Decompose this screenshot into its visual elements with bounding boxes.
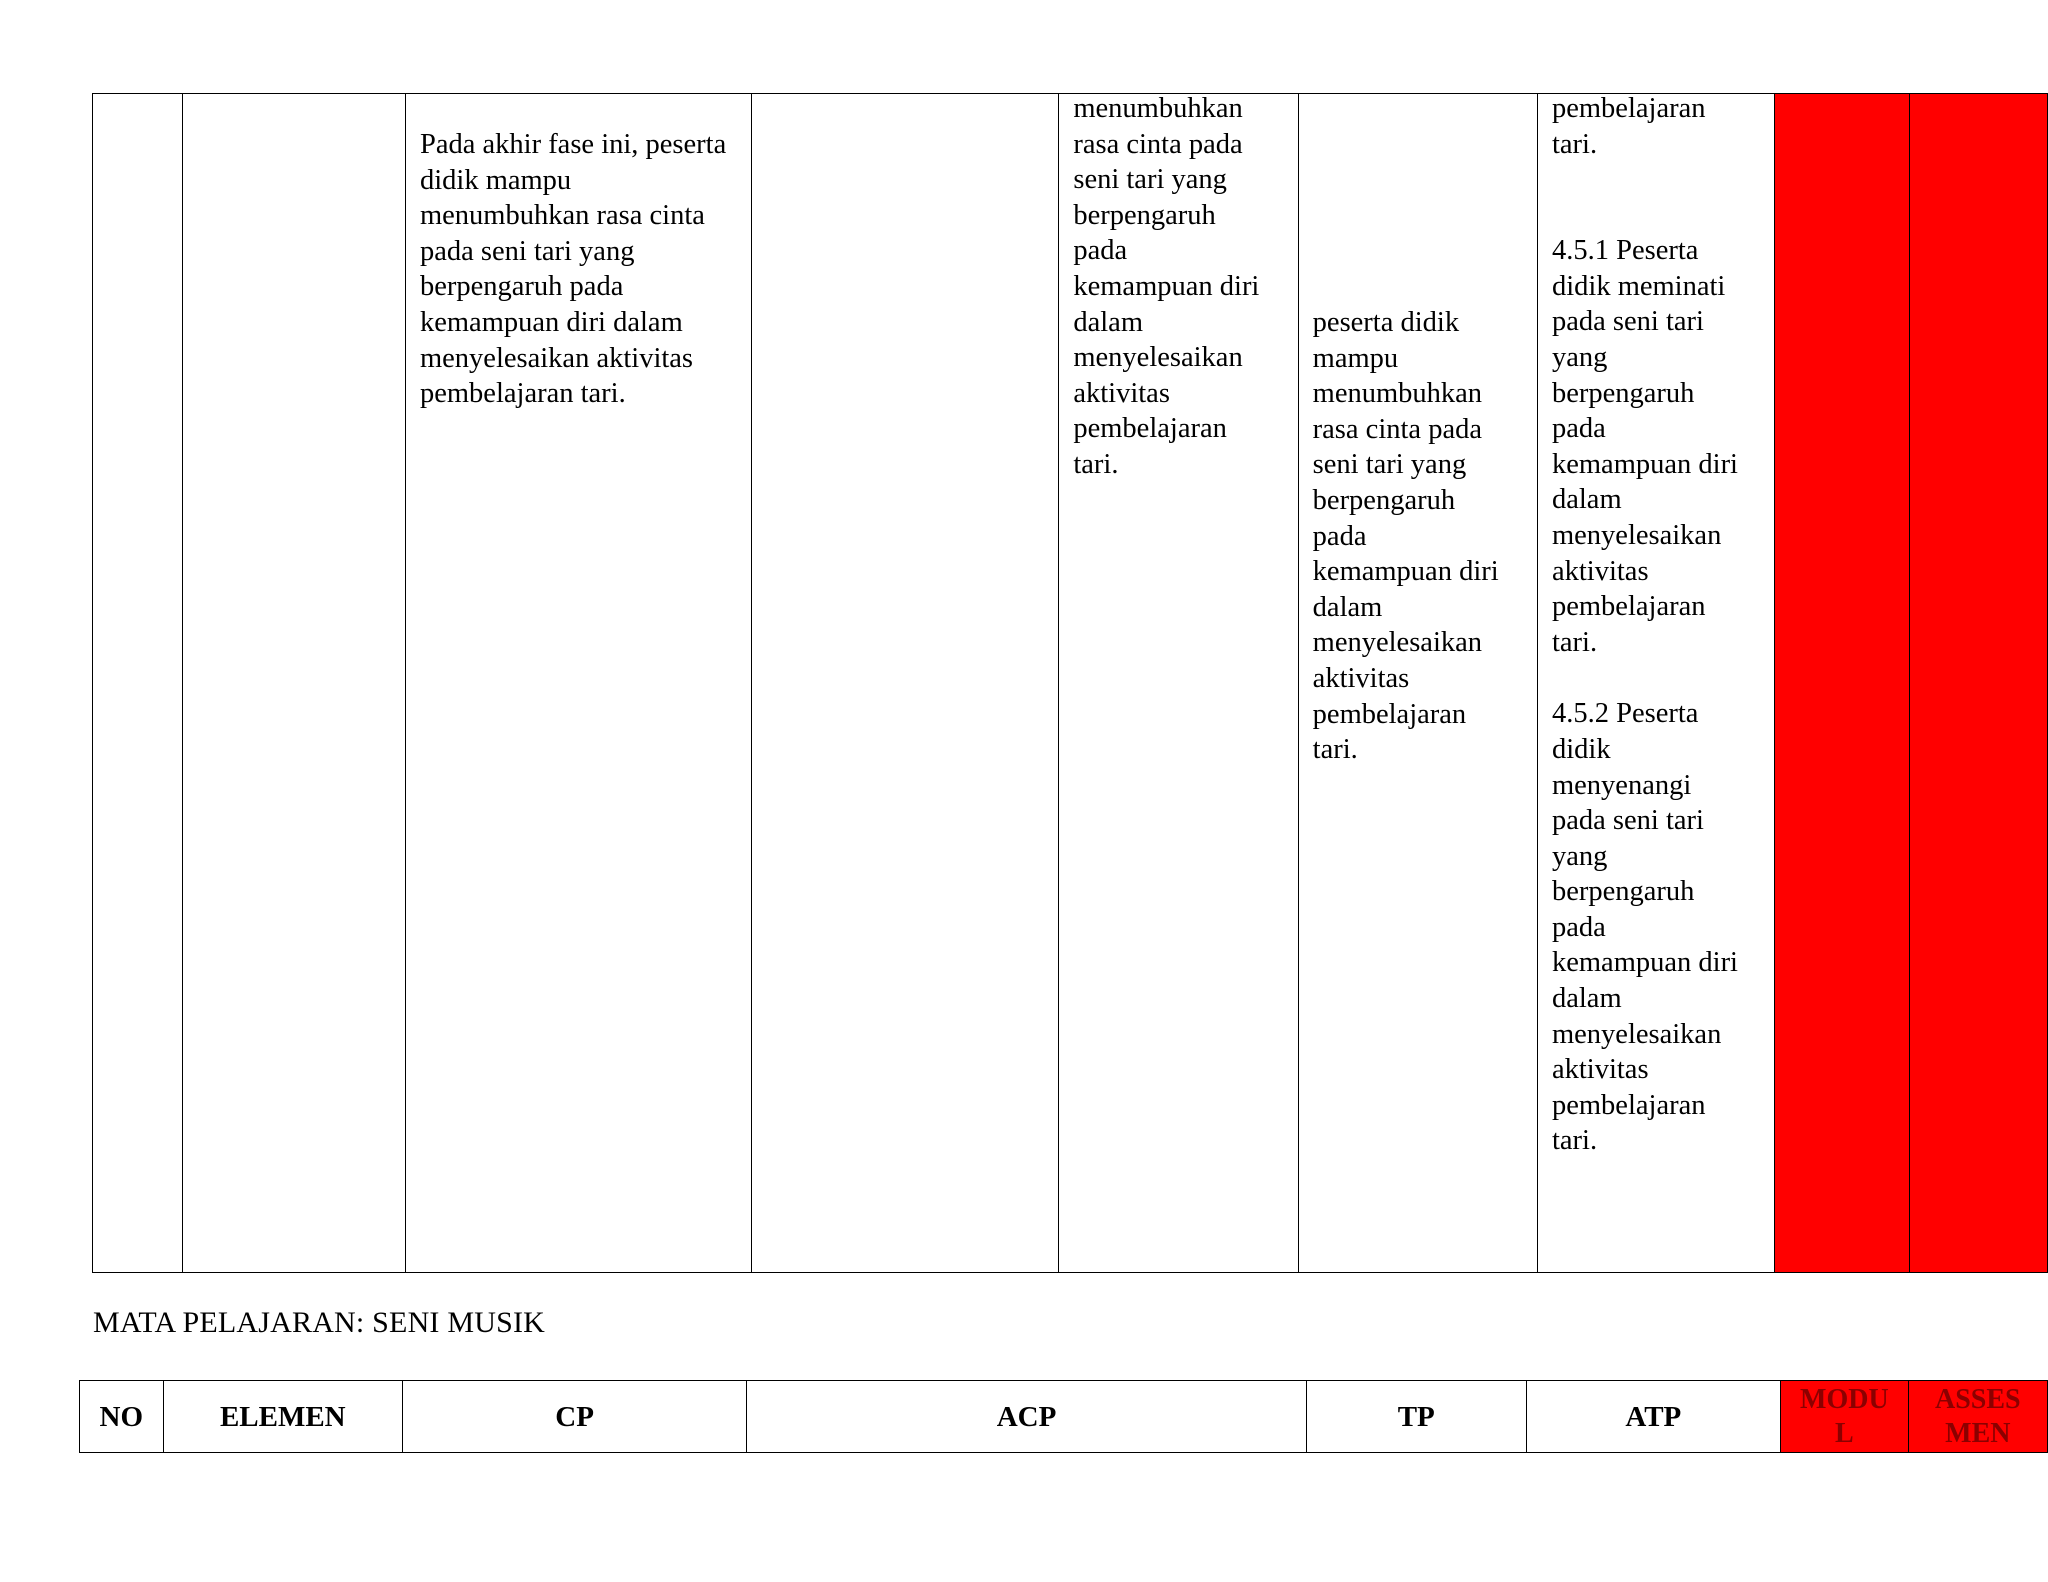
atp-item-4-5-2: 4.5.2 Peserta didik menyenangi pada seni tari yang berpengaruh pada kemampuan diri dalam menyelesaikan aktivitas pembelajaran tari. <box>1551 698 1738 1157</box>
atp-intro-text: pembelajaran tari. <box>1551 93 1706 160</box>
atp-cell <box>1537 94 1774 1273</box>
header-assesmen: ASSES MEN <box>1908 1381 2047 1453</box>
header-row <box>80 1381 2048 1453</box>
no-cell <box>93 94 183 1273</box>
acp-cell <box>1059 94 1298 1273</box>
table-row <box>93 94 2048 1273</box>
tp-cell <box>1298 94 1537 1273</box>
atp-item-4-5-1: 4.5.1 Peserta didik meminati pada seni tari yang berpengaruh pada kemampuan diri dalam menyelesaikan aktivitas pembelajaran tari. <box>1551 235 1738 658</box>
header-cp: CP <box>403 1381 747 1453</box>
tp-text: peserta didik mampu menumbuhkan rasa cinta pada seni tari yang berpengaruh pada kemampuan diri dalam menyelesaikan aktivitas pembelajaran tari. <box>1312 307 1499 766</box>
header-acp: ACP <box>747 1381 1307 1453</box>
header-atp: ATP <box>1526 1381 1781 1453</box>
cp-cell <box>405 94 751 1273</box>
header-modul: MODU L <box>1781 1381 1909 1453</box>
learning-objectives-table-continued <box>92 93 2048 1273</box>
elemen-cell <box>183 94 406 1273</box>
assesmen-cell <box>1909 94 2047 1273</box>
acp-empty-cell <box>751 94 1059 1273</box>
seni-musik-table-header <box>79 1380 2048 1453</box>
subject-heading: MATA PELAJARAN: SENI MUSIK <box>93 1306 546 1339</box>
header-no: NO <box>80 1381 164 1453</box>
modul-cell <box>1775 94 1909 1273</box>
header-elemen: ELEMEN <box>163 1381 403 1453</box>
cp-text: Pada akhir fase ini, peserta didik mampu menumbuhkan rasa cinta pada seni tari yang berpengaruh pada kemampuan diri dalam menyelesaikan aktivitas pembelajaran tari. <box>419 129 727 410</box>
header-tp: TP <box>1306 1381 1526 1453</box>
acp-text: menumbuhkan rasa cinta pada seni tari yang berpengaruh pada kemampuan diri dalam menyelesaikan aktivitas pembelajaran tari. <box>1073 93 1260 480</box>
